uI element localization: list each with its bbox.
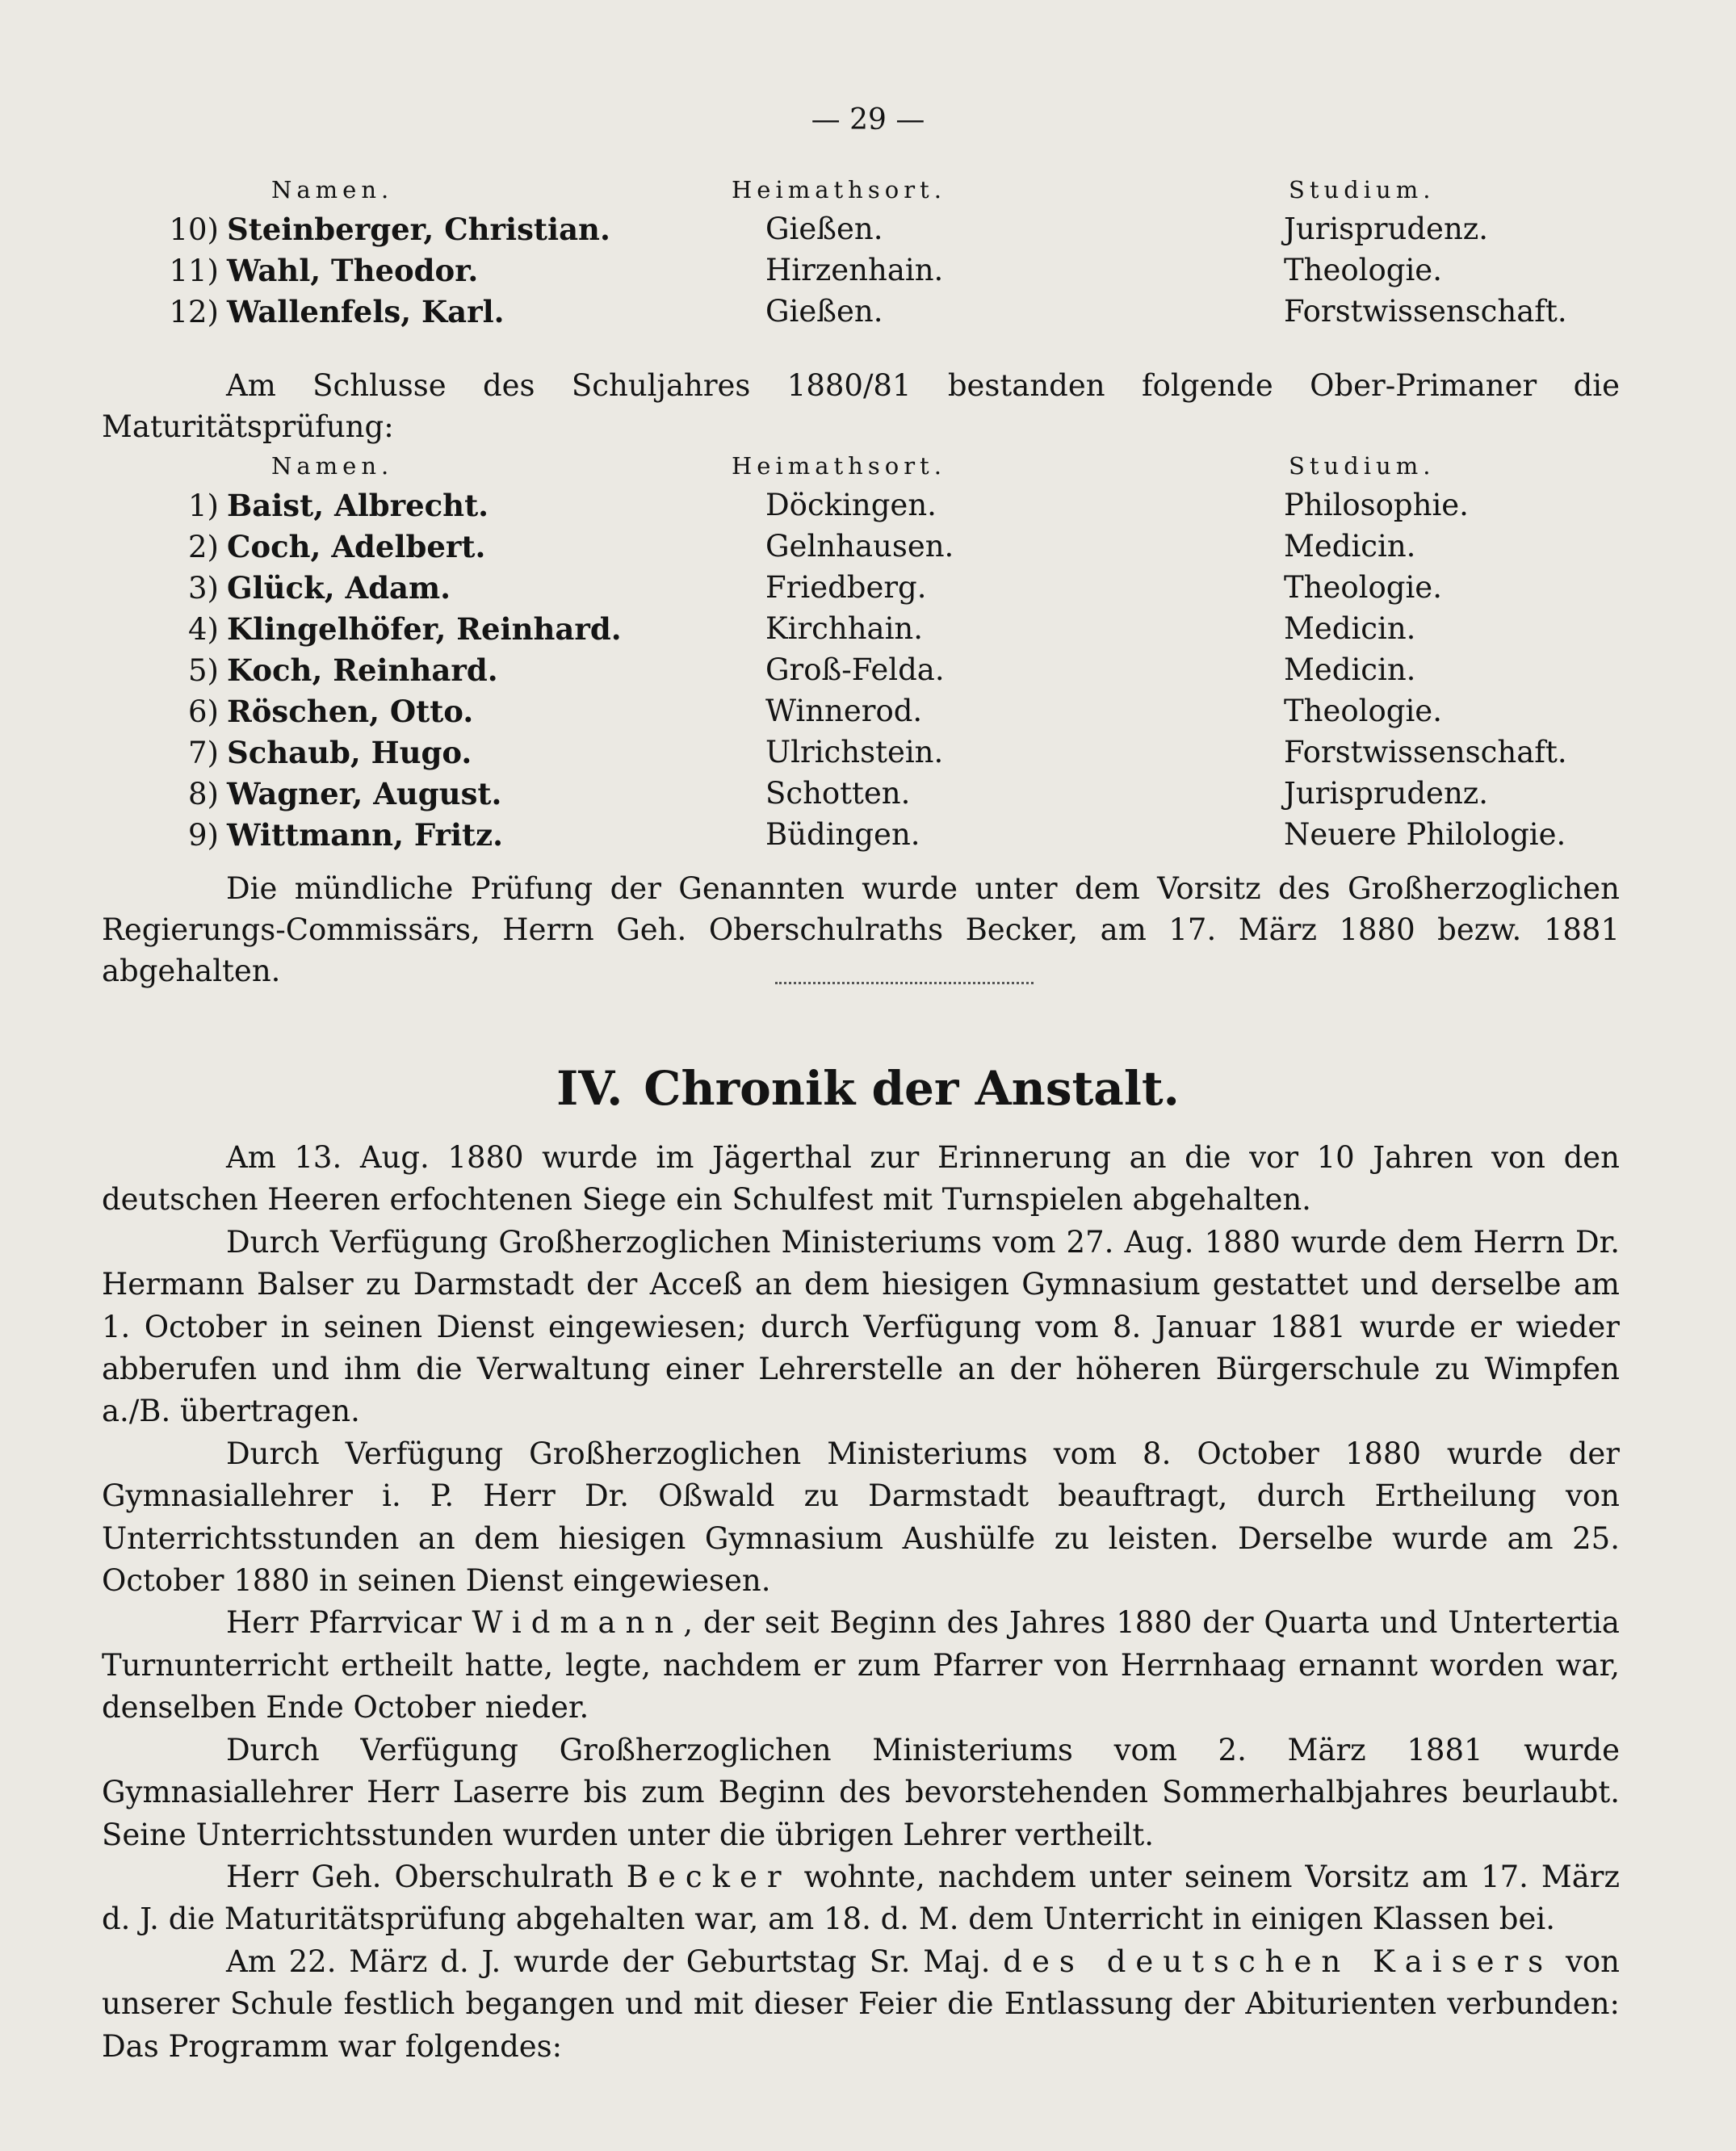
paragraph-text: , der seit Beginn des Jahres 1880 der Quarta und Untertertia Turnunterricht ertheilt hatte, legte, nachdem er zum Pfarrer von Herrnhaag ernannt worden war, denselben Ende October nieder. [102, 1605, 1620, 1725]
field-of-study: Medicin. [1284, 652, 1416, 687]
home-town: Schotten. [765, 776, 911, 811]
home-town: Winnerod. [765, 694, 923, 728]
student-name: Baist, Albrecht. [227, 488, 489, 523]
field-of-study: Philosophie. [1284, 488, 1469, 522]
header-place: Heimathsort. [732, 176, 946, 203]
student-name: Wagner, August. [227, 776, 502, 811]
row-number: 4) [188, 612, 219, 647]
header-name: Namen. [271, 176, 394, 203]
row-number: 12) [169, 295, 219, 329]
spaced-name: Widmann [472, 1605, 684, 1641]
field-of-study: Jurisprudenz. [1284, 776, 1489, 811]
paragraph-text: Am 22. März d. J. wurde der Geburtstag Sr. Maj. [226, 1943, 1004, 1979]
home-town: Ulrichstein. [765, 735, 944, 769]
paragraph-text: Herr Pfarrvicar [226, 1605, 472, 1641]
student-name: Wittmann, Fritz. [227, 817, 503, 853]
home-town: Gießen. [765, 212, 883, 246]
spaced-name: Becker [626, 1859, 791, 1894]
student-name: Schaub, Hugo. [227, 735, 472, 770]
field-of-study: Theologie. [1284, 570, 1442, 605]
table-row [102, 611, 1604, 652]
table-row [102, 694, 1604, 735]
field-of-study: Theologie. [1284, 694, 1442, 728]
chronicle-paragraph: Durch Verfügung Großherzoglichen Ministeriums vom 2. März 1881 wurde Gymnasiallehrer Herr Laserre bis zum Beginn des bevorstehenden Sommerhalbjahres beurlaubt. Seine Unterrichtsstunden wurden unter die übrigen Lehrer vertheilt. [102, 1732, 1620, 1852]
home-town: Kirchhain. [765, 611, 924, 646]
row-number: 8) [188, 777, 219, 811]
student-name: Koch, Reinhard. [227, 652, 498, 688]
table-row [102, 652, 1604, 694]
chronicle-paragraph [102, 1602, 1620, 1729]
row-number: 5) [188, 653, 219, 688]
header-study: Studium. [1289, 176, 1436, 203]
table-row [102, 488, 1604, 529]
student-name: Klingelhöfer, Reinhard. [227, 611, 622, 647]
table-row [102, 735, 1604, 776]
student-name: Steinberger, Christian. [227, 212, 610, 247]
student-name: Coch, Adelbert. [227, 529, 486, 564]
graduates-table [102, 452, 1604, 858]
student-name: Wahl, Theodor. [227, 253, 479, 288]
home-town: Gelnhausen. [765, 529, 954, 564]
row-number: 11) [169, 254, 219, 288]
header-study: Studium. [1289, 452, 1436, 480]
table-row [102, 776, 1604, 817]
chronicle-paragraph: Am 13. Aug. 1880 wurde im Jägerthal zur Erinnerung an die vor 10 Jahren von den deutschen Heeren erfochtenen Siege ein Schulfest mit Turnspielen abgehalten. [102, 1140, 1620, 1218]
field-of-study: Jurisprudenz. [1284, 212, 1489, 246]
table-row [102, 212, 1604, 253]
header-place: Heimathsort. [732, 452, 946, 480]
field-of-study: Medicin. [1284, 611, 1416, 646]
section-heading [0, 1061, 1736, 1116]
page-number: — 29 — [811, 103, 925, 136]
exam-paragraph: Die mündliche Prüfung der Genannten wurde unter dem Vorsitz des Großherzoglichen Regierungs-Commissärs, Herrn Geh. Oberschulraths Becker, am 17. März 1880 bezw. 1881 abgehalten. [102, 871, 1620, 988]
home-town: Gießen. [765, 294, 883, 329]
graduates-table-continued [102, 176, 1604, 335]
field-of-study: Medicin. [1284, 529, 1416, 564]
student-name: Röschen, Otto. [227, 694, 474, 729]
section-title: Chronik der Anstalt. [644, 1061, 1180, 1116]
section-number: IV. [556, 1061, 623, 1116]
home-town: Döckingen. [765, 488, 937, 522]
header-name: Namen. [271, 452, 394, 480]
intro-paragraph: Am Schlusse des Schuljahres 1880/81 bestanden folgende Ober-Primaner die Maturitätsprüfung: [102, 368, 1620, 444]
chronicle-paragraph: Durch Verfügung Großherzoglichen Ministeriums vom 27. Aug. 1880 wurde dem Herrn Dr. Hermann Balser zu Darmstadt der Acceß an dem hiesigen Gymnasium gestattet und derselbe am 1. October in seinen Dienst eingewiesen; durch Verfügung vom 8. Januar 1881 wurde er wieder abberufen und ihm die Verwaltung einer Lehrerstelle an der höheren Bürgerschule zu Wimpfen a./B. übertragen. [102, 1224, 1620, 1429]
row-number: 2) [188, 530, 219, 564]
chronicle-paragraph [102, 1856, 1620, 1941]
home-town: Hirzenhain. [765, 253, 944, 287]
chronicle-paragraph: Durch Verfügung Großherzoglichen Ministeriums vom 8. October 1880 wurde der Gymnasiallehrer i. P. Herr Dr. Oßwald zu Darmstadt beauftragt, durch Ertheilung von Unterrichtsstunden an dem hiesigen Gymnasium Aushülfe zu leisten. Derselbe wurde am 25. October 1880 in seinen Dienst eingewiesen. [102, 1436, 1620, 1599]
field-of-study: Neuere Philologie. [1284, 817, 1566, 852]
row-number: 10) [169, 212, 219, 247]
student-name: Wallenfels, Karl. [227, 294, 505, 329]
table-row [102, 294, 1604, 335]
paragraph-text: wohnte, nachdem unter seinem Vorsitz am 17. März d. J. die Maturitätsprüfung abgehalten war, am 18. d. M. dem Unterricht in einigen Klassen bei. [102, 1859, 1620, 1937]
home-town: Groß-Felda. [765, 652, 945, 687]
table-header [102, 176, 1604, 212]
table-row [102, 570, 1604, 611]
row-number: 1) [188, 488, 219, 523]
row-number: 6) [188, 694, 219, 729]
row-number: 7) [188, 736, 219, 770]
home-town: Büdingen. [765, 817, 920, 852]
spaced-phrase: des deutschen Kaisers [1003, 1943, 1554, 1979]
field-of-study: Forstwissenschaft. [1284, 294, 1567, 329]
field-of-study: Theologie. [1284, 253, 1442, 287]
table-row [102, 253, 1604, 294]
chronicle-paragraph [102, 1941, 1620, 2068]
row-number: 9) [188, 818, 219, 853]
table-row [102, 817, 1604, 858]
table-row [102, 529, 1604, 570]
section-divider [775, 982, 1034, 984]
field-of-study: Forstwissenschaft. [1284, 735, 1567, 769]
chronicle-body [102, 1137, 1620, 2068]
table-header [102, 452, 1604, 488]
paragraph-text: von unserer Schule festlich begangen und mit dieser Feier die Entlassung der Abiturienten verbunden: Das Programm war folgendes: [102, 1943, 1621, 2064]
row-number: 3) [188, 571, 219, 606]
student-name: Glück, Adam. [227, 570, 451, 606]
paragraph-text: Herr Geh. Oberschulrath [226, 1859, 627, 1894]
home-town: Friedberg. [765, 570, 927, 605]
